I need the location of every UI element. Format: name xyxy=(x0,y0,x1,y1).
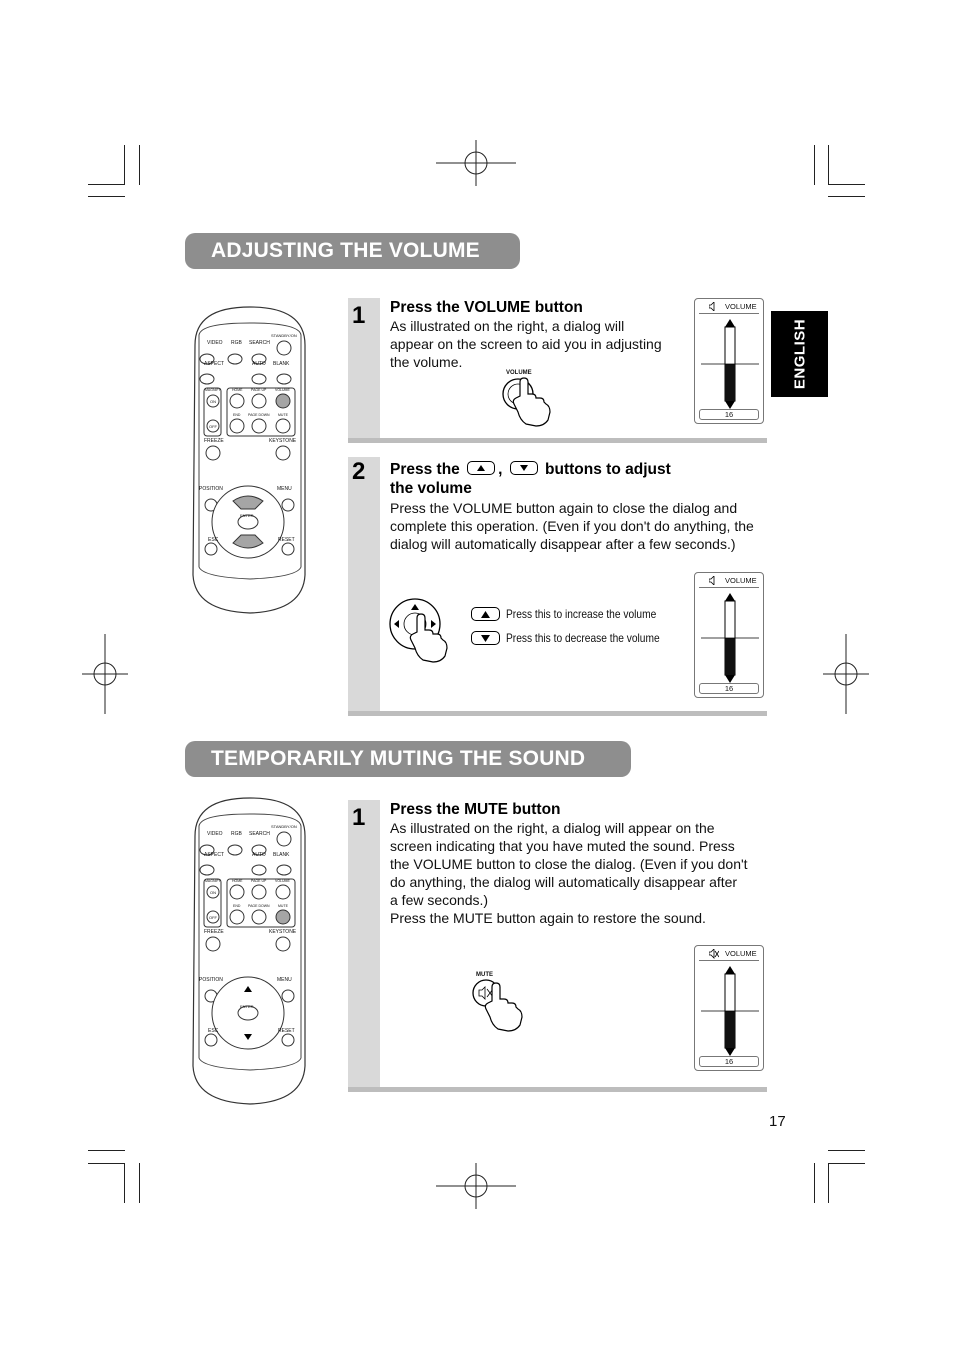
step-number: 2 xyxy=(352,458,366,485)
step-number: 1 xyxy=(352,804,366,831)
section-title-muting-sound: TEMPORARILY MUTING THE SOUND xyxy=(185,741,631,777)
volume-up-arrow-icon xyxy=(725,319,735,327)
step-heading: Press the , buttons to adjust the volume xyxy=(390,461,671,497)
section-title-adjusting-volume: ADJUSTING THE VOLUME xyxy=(185,233,520,269)
volume-down-arrow-icon xyxy=(725,1048,735,1056)
volume-up-arrow-icon xyxy=(725,966,735,974)
language-tab: ENGLISH xyxy=(771,311,828,397)
volume-dialog: VOLUME 16 xyxy=(694,572,764,698)
remote-control-volume: STANDBY/ON VIDEO RGB SEARCH ASPECT AUTO BLANK MAGNIFY HOME PAGE UP VOLUME ON END PAGE DOWN MUTE OFF FREEZE KEYSTONE POSITION MENU ENTER ESC RESET xyxy=(185,305,315,620)
down-arrow-icon xyxy=(471,631,500,645)
step-body: Press the VOLUME button again to close the dialog and complete this operation. (Even if you don't do anything, the dialog will automatically disappear after a few seconds.) xyxy=(390,500,754,552)
down-arrow-icon xyxy=(510,461,538,475)
volume-level-fill xyxy=(725,364,735,401)
up-arrow-icon xyxy=(471,607,500,621)
volume-up-arrow-icon xyxy=(725,593,735,601)
volume-down-arrow-icon xyxy=(725,401,735,409)
step-heading: Press the MUTE button xyxy=(390,801,561,818)
volume-down-arrow-icon xyxy=(725,675,735,683)
volume-level-fill xyxy=(725,1011,735,1048)
volume-dialog-muted: VOLUME 16 xyxy=(694,945,764,1071)
step-body: As illustrated on the right, a dialog will appear on the screen to aid you in adjusting the volume. xyxy=(390,318,662,370)
up-arrow-icon xyxy=(467,461,495,475)
page-number: 17 xyxy=(769,1113,786,1130)
step-number: 1 xyxy=(352,302,366,329)
step-heading: Press the VOLUME button xyxy=(390,299,583,316)
volume-level-fill xyxy=(725,638,735,675)
caption-increase: Press this to increase the volume xyxy=(506,607,657,621)
caption-decrease: Press this to decrease the volume xyxy=(506,631,660,645)
step-body: As illustrated on the right, a dialog will appear on the screen indicating that you have muted the sound. Press the VOLUME button to close the dialog. (Even if you don't do anything, the dialog will automatically disappear after a few seconds.) Press the MUTE button again to restore the sound. xyxy=(390,820,748,926)
volume-dialog: VOLUME 16 xyxy=(694,298,764,424)
remote-control-mute: STANDBY/ON VIDEO RGB SEARCH ASPECT AUTO BLANK MAGNIFY HOME PAGE UP VOLUME ON END PAGE DOWN MUTE OFF FREEZE KEYSTONE POSITION MENU ENTER ESC RESET xyxy=(185,796,315,1111)
arrow-pad-illustration xyxy=(385,598,465,685)
